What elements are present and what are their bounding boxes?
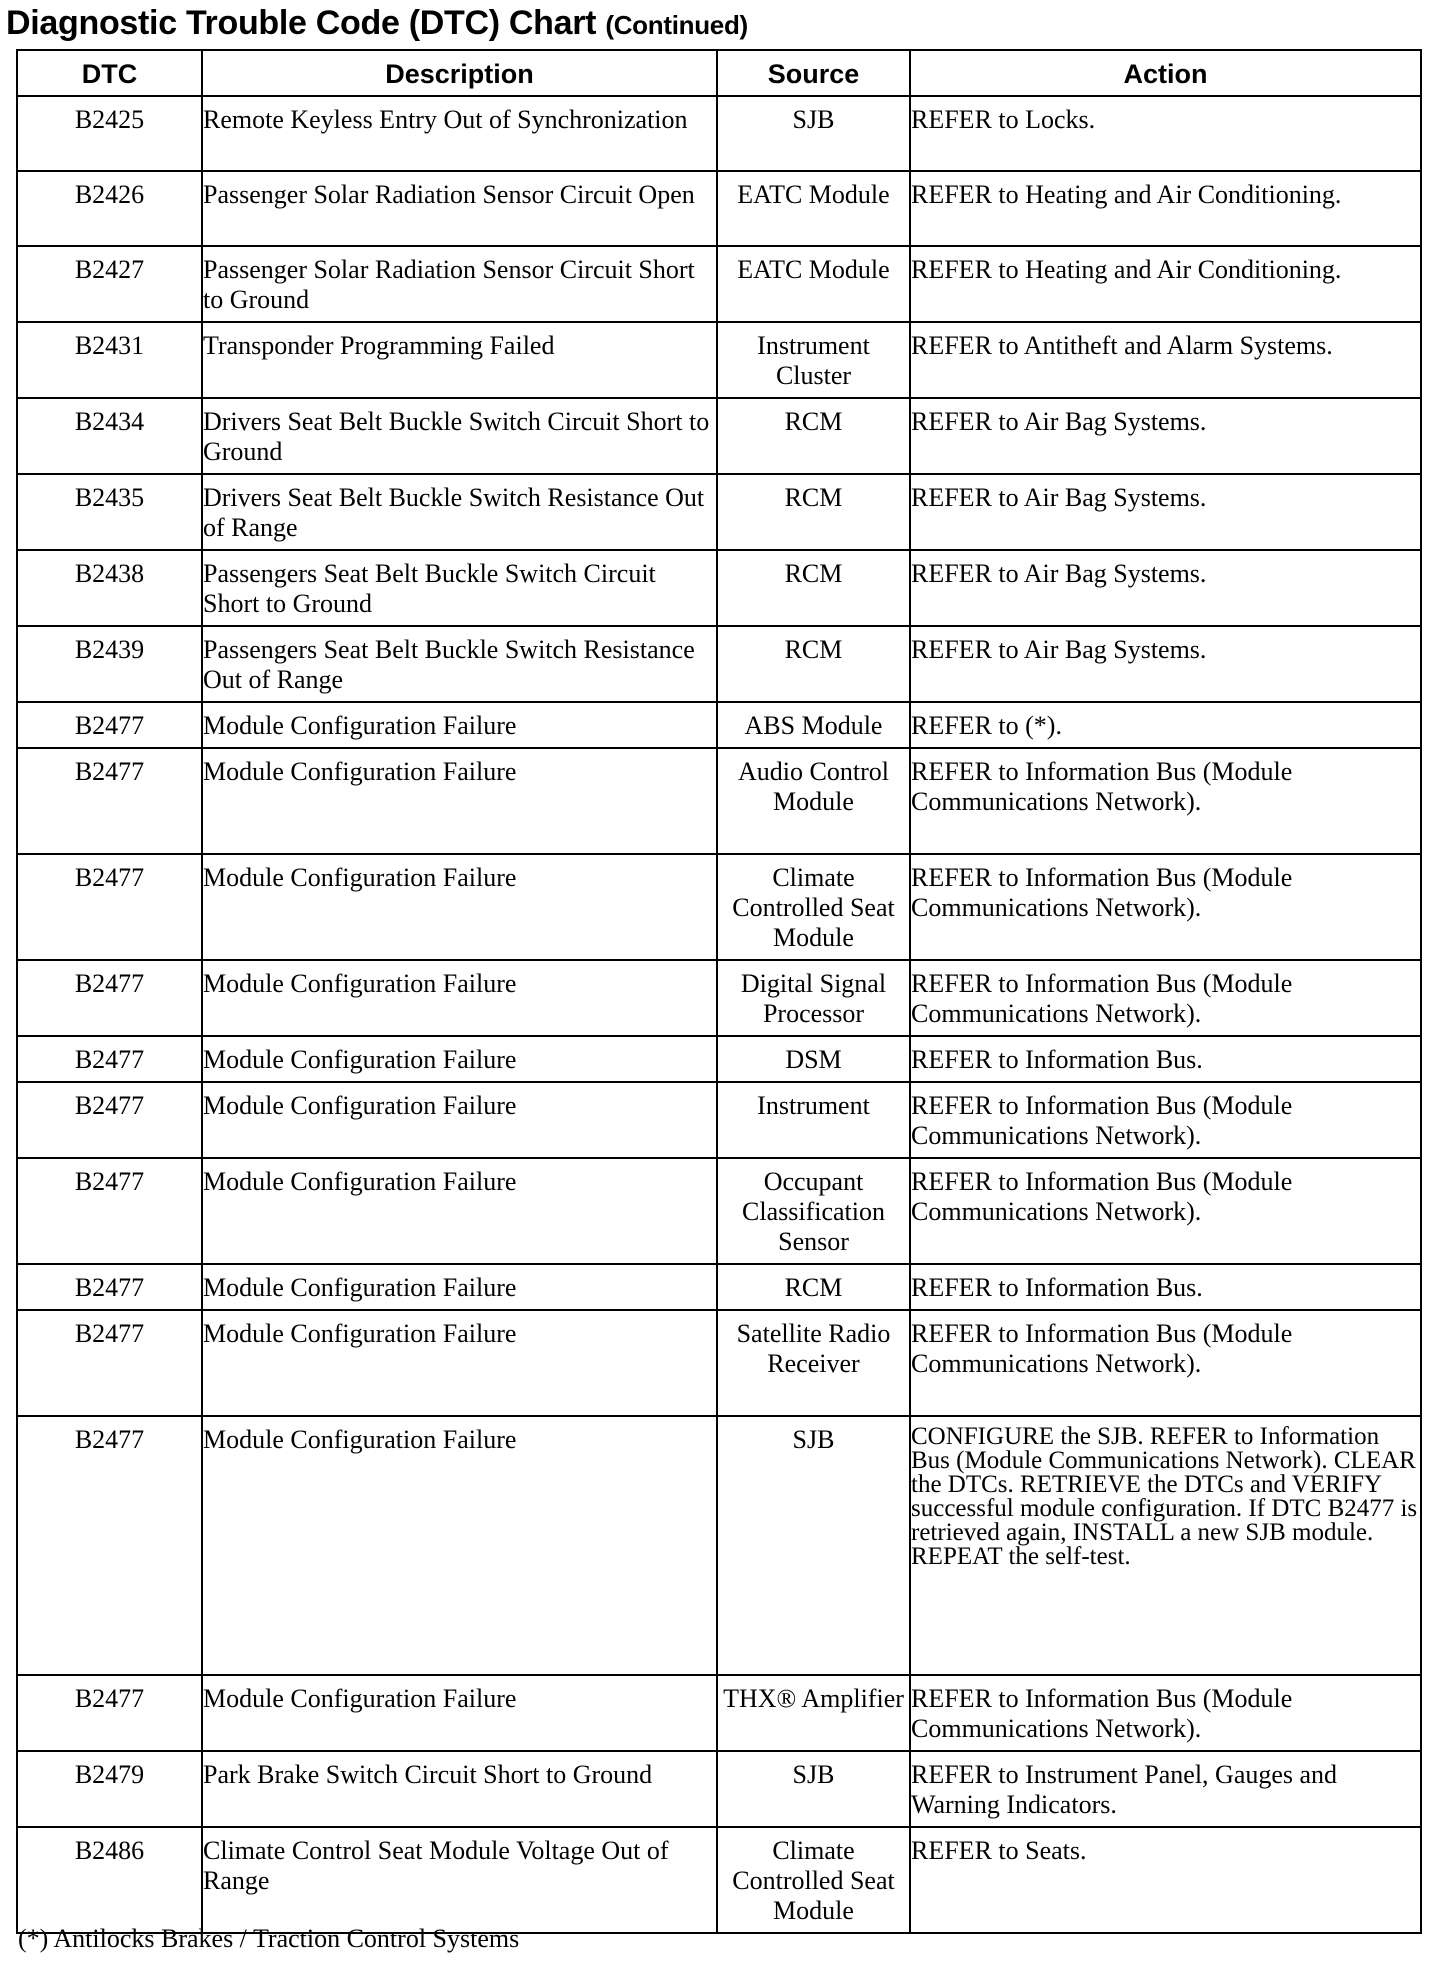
dtc-action: REFER to Information Bus (Module Communications Network). [910,960,1421,1036]
table-row [17,1158,1421,1264]
table-row [17,474,1421,550]
dtc-code: B2477 [17,960,202,1036]
dtc-description: Remote Keyless Entry Out of Synchronization [202,96,717,171]
dtc-action: REFER to Information Bus (Module Communications Network). [910,1310,1421,1416]
dtc-description: Module Configuration Failure [202,960,717,1036]
table-row [17,171,1421,246]
dtc-code: B2479 [17,1751,202,1827]
dtc-description: Passenger Solar Radiation Sensor Circuit Open [202,171,717,246]
table-row [17,1416,1421,1675]
dtc-code: B2477 [17,854,202,960]
dtc-source: Audio Control Module [717,748,910,854]
dtc-source: Climate Controlled Seat Module [717,1827,910,1933]
dtc-action: REFER to Information Bus (Module Communications Network). [910,854,1421,960]
dtc-source: Instrument Cluster [717,322,910,398]
dtc-action: REFER to Locks. [910,96,1421,171]
table-row [17,1751,1421,1827]
table-header-row [17,50,1421,96]
dtc-action: REFER to Heating and Air Conditioning. [910,171,1421,246]
dtc-description: Park Brake Switch Circuit Short to Ground [202,1751,717,1827]
dtc-source: EATC Module [717,246,910,322]
dtc-source: Satellite Radio Receiver [717,1310,910,1416]
dtc-action: REFER to Air Bag Systems. [910,474,1421,550]
dtc-code: B2477 [17,1264,202,1310]
header-description: Description [202,50,717,96]
table-row [17,1675,1421,1751]
dtc-code: B2486 [17,1827,202,1933]
dtc-action: REFER to Air Bag Systems. [910,626,1421,702]
dtc-description: Module Configuration Failure [202,1036,717,1082]
dtc-description: Module Configuration Failure [202,1675,717,1751]
dtc-action: REFER to Air Bag Systems. [910,398,1421,474]
table-row [17,96,1421,171]
dtc-code: B2477 [17,1416,202,1675]
page-title [6,4,748,43]
title-suffix: (Continued) [605,10,748,40]
dtc-description: Drivers Seat Belt Buckle Switch Circuit Short to Ground [202,398,717,474]
dtc-action: REFER to Information Bus (Module Communications Network). [910,748,1421,854]
dtc-code: B2477 [17,1036,202,1082]
dtc-source: Climate Controlled Seat Module [717,854,910,960]
table-row [17,246,1421,322]
dtc-description: Module Configuration Failure [202,854,717,960]
dtc-source: RCM [717,474,910,550]
dtc-action: REFER to Seats. [910,1827,1421,1933]
table-row [17,1827,1421,1933]
dtc-description: Module Configuration Failure [202,1416,717,1675]
table-row [17,854,1421,960]
dtc-code: B2426 [17,171,202,246]
dtc-code: B2431 [17,322,202,398]
dtc-description: Passengers Seat Belt Buckle Switch Resistance Out of Range [202,626,717,702]
table-row [17,1036,1421,1082]
dtc-description: Passengers Seat Belt Buckle Switch Circuit Short to Ground [202,550,717,626]
dtc-source: SJB [717,96,910,171]
dtc-action: REFER to Information Bus (Module Communications Network). [910,1675,1421,1751]
title-text: Diagnostic Trouble Code (DTC) Chart [6,4,597,42]
footnote: (*) Antilocks Brakes / Traction Control Systems [18,1924,520,1953]
dtc-action: REFER to Information Bus. [910,1036,1421,1082]
dtc-source: DSM [717,1036,910,1082]
dtc-description: Module Configuration Failure [202,702,717,748]
dtc-code: B2425 [17,96,202,171]
dtc-code: B2477 [17,702,202,748]
header-dtc: DTC [17,50,202,96]
dtc-action: REFER to Information Bus (Module Communications Network). [910,1158,1421,1264]
dtc-source: ABS Module [717,702,910,748]
dtc-code: B2435 [17,474,202,550]
table-row [17,702,1421,748]
table-row [17,398,1421,474]
table-row [17,748,1421,854]
dtc-action: REFER to Instrument Panel, Gauges and Warning Indicators. [910,1751,1421,1827]
dtc-action: REFER to Heating and Air Conditioning. [910,246,1421,322]
dtc-action: REFER to Information Bus. [910,1264,1421,1310]
dtc-source: Occupant Classification Sensor [717,1158,910,1264]
dtc-description: Module Configuration Failure [202,1264,717,1310]
dtc-description: Climate Control Seat Module Voltage Out of Range [202,1827,717,1933]
dtc-action: REFER to Air Bag Systems. [910,550,1421,626]
dtc-code: B2477 [17,1082,202,1158]
dtc-description: Passenger Solar Radiation Sensor Circuit Short to Ground [202,246,717,322]
dtc-code: B2427 [17,246,202,322]
dtc-description: Transponder Programming Failed [202,322,717,398]
dtc-source: SJB [717,1416,910,1675]
dtc-action: REFER to (*). [910,702,1421,748]
table-row [17,1264,1421,1310]
dtc-code: B2439 [17,626,202,702]
dtc-action: CONFIGURE the SJB. REFER to Information Bus (Module Communications Network). CLEAR the DTCs. RETRIEVE the DTCs and VERIFY successful module configuration. If DTC B2477 is retrieved again, INSTALL a new SJB module. REPEAT the self-test. [910,1416,1421,1675]
table-row [17,322,1421,398]
dtc-description: Drivers Seat Belt Buckle Switch Resistance Out of Range [202,474,717,550]
dtc-source: SJB [717,1751,910,1827]
dtc-code: B2438 [17,550,202,626]
dtc-code: B2477 [17,1310,202,1416]
dtc-action: REFER to Antitheft and Alarm Systems. [910,322,1421,398]
dtc-code: B2477 [17,748,202,854]
dtc-source: Digital Signal Processor [717,960,910,1036]
table-row [17,1082,1421,1158]
table-row [17,960,1421,1036]
dtc-source: RCM [717,550,910,626]
dtc-source: RCM [717,1264,910,1310]
dtc-code: B2434 [17,398,202,474]
dtc-source: THX® Amplifier [717,1675,910,1751]
dtc-action: REFER to Information Bus (Module Communications Network). [910,1082,1421,1158]
header-source: Source [717,50,910,96]
dtc-source: RCM [717,626,910,702]
table-row [17,1310,1421,1416]
table-row [17,550,1421,626]
dtc-description: Module Configuration Failure [202,748,717,854]
dtc-source: RCM [717,398,910,474]
dtc-source: EATC Module [717,171,910,246]
dtc-description: Module Configuration Failure [202,1310,717,1416]
header-action: Action [910,50,1421,96]
dtc-code: B2477 [17,1675,202,1751]
dtc-code: B2477 [17,1158,202,1264]
table-row [17,626,1421,702]
dtc-description: Module Configuration Failure [202,1158,717,1264]
dtc-source: Instrument [717,1082,910,1158]
dtc-table [16,49,1422,1934]
dtc-description: Module Configuration Failure [202,1082,717,1158]
